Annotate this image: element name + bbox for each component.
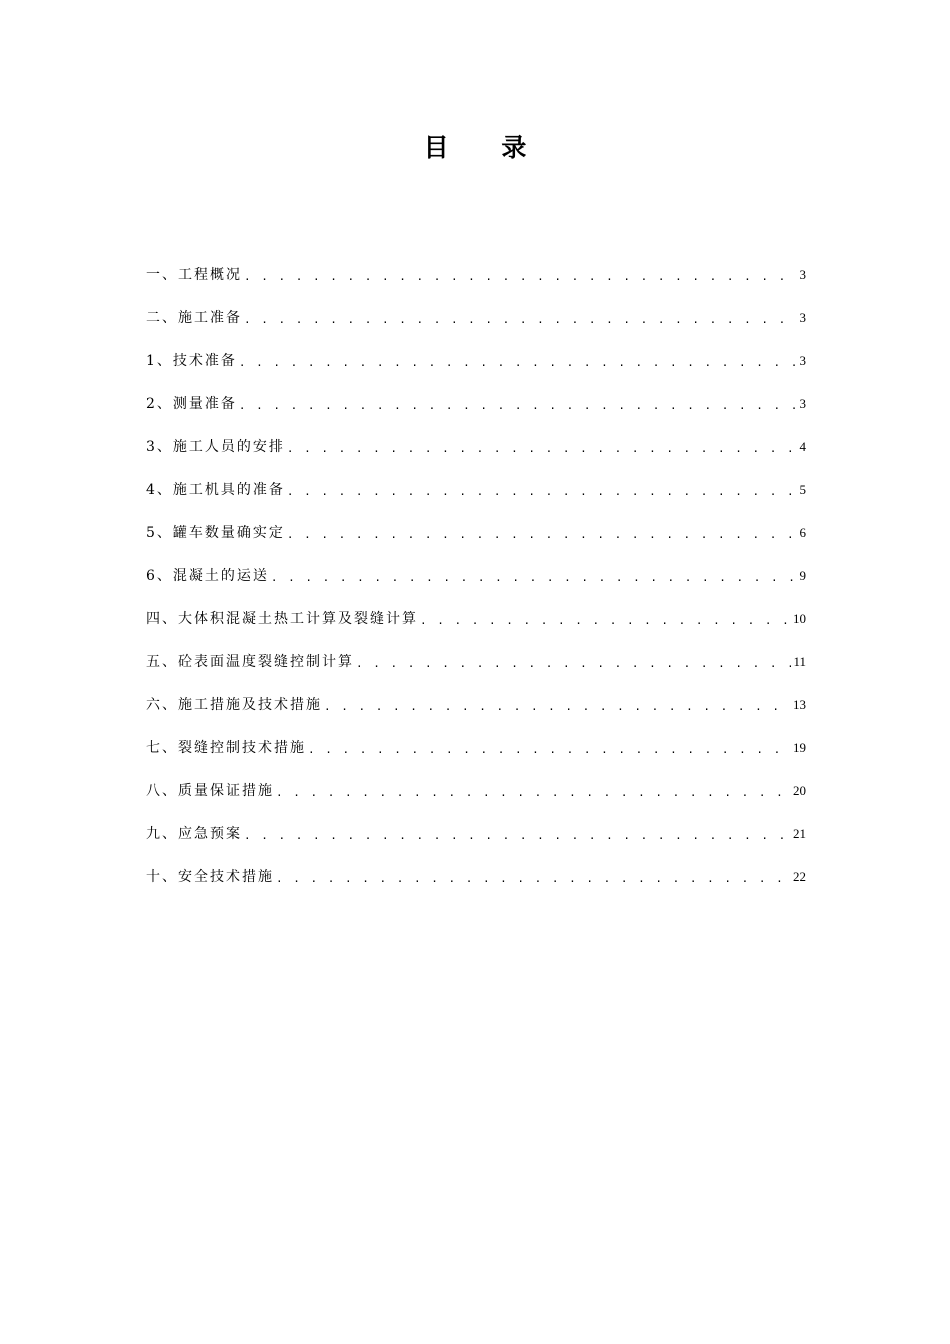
toc-page-number: 21 xyxy=(793,826,806,841)
toc-entry-label: 八、质量保证措施 xyxy=(146,783,274,799)
toc-dot-leader xyxy=(239,352,798,374)
toc-page-number: 11 xyxy=(793,654,806,669)
toc-dot-leader xyxy=(420,610,791,632)
toc-page-number: 3 xyxy=(799,310,806,325)
toc-entry[interactable] xyxy=(146,632,806,675)
toc-entry-label: 七、裂缝控制技术措施 xyxy=(146,740,306,756)
toc-dot-leader xyxy=(244,825,791,847)
toc-entry-label: 2、测量准备 xyxy=(146,396,237,412)
toc-page-number: 9 xyxy=(799,568,806,583)
page-title: 目 录 xyxy=(423,133,549,162)
toc-entry-label: 5、罐车数量确实定 xyxy=(146,525,285,541)
toc-entry[interactable] xyxy=(146,761,806,804)
toc-entry[interactable] xyxy=(146,374,806,417)
toc-entry[interactable] xyxy=(146,718,806,761)
toc-page-number: 5 xyxy=(799,482,806,497)
toc-dot-leader xyxy=(287,438,798,460)
toc-entry[interactable] xyxy=(146,331,806,374)
toc-entry-label: 六、施工措施及技术措施 xyxy=(146,697,322,713)
toc-entry-label: 3、施工人员的安排 xyxy=(146,439,285,455)
toc-dot-leader xyxy=(244,266,798,288)
toc-entry-label: 6、混凝土的运送 xyxy=(146,568,269,584)
toc-entry-label: 一、工程概况 xyxy=(146,267,242,283)
toc-page-number: 3 xyxy=(799,353,806,368)
toc-page-number: 10 xyxy=(793,611,806,626)
toc-page-number: 6 xyxy=(799,525,806,540)
toc-entry[interactable] xyxy=(146,503,806,546)
toc-page-number: 22 xyxy=(793,869,806,884)
toc-entry[interactable] xyxy=(146,417,806,460)
toc-entry-label: 四、大体积混凝土热工计算及裂缝计算 xyxy=(146,611,418,627)
toc-dot-leader xyxy=(308,739,791,761)
toc-entry[interactable] xyxy=(146,804,806,847)
toc-entry[interactable] xyxy=(146,847,806,890)
toc-entry[interactable] xyxy=(146,288,806,331)
toc-dot-leader xyxy=(276,782,791,804)
toc-entry-label: 1、技术准备 xyxy=(146,353,237,369)
toc-page-number: 19 xyxy=(793,740,806,755)
toc-dot-leader xyxy=(356,653,791,675)
toc-dot-leader xyxy=(324,696,791,718)
toc-page-number: 20 xyxy=(793,783,806,798)
toc-dot-leader xyxy=(287,481,798,503)
toc-page-number: 4 xyxy=(799,439,806,454)
toc-page-number: 13 xyxy=(793,697,806,712)
toc-entry[interactable] xyxy=(146,546,806,589)
table-of-contents xyxy=(146,245,806,890)
toc-dot-leader xyxy=(276,868,791,890)
toc-entry-label: 十、安全技术措施 xyxy=(146,869,274,885)
toc-entry-label: 二、施工准备 xyxy=(146,310,242,326)
toc-dot-leader xyxy=(239,395,798,417)
toc-dot-leader xyxy=(271,567,798,589)
toc-dot-leader xyxy=(244,309,798,331)
toc-dot-leader xyxy=(287,524,798,546)
toc-page-number: 3 xyxy=(799,396,806,411)
toc-entry[interactable] xyxy=(146,245,806,288)
toc-entry-label: 九、应急预案 xyxy=(146,826,242,842)
toc-entry[interactable] xyxy=(146,675,806,718)
toc-page-number: 3 xyxy=(799,267,806,282)
toc-entry[interactable] xyxy=(146,589,806,632)
toc-entry[interactable] xyxy=(146,460,806,503)
toc-entry-label: 五、砼表面温度裂缝控制计算 xyxy=(146,654,354,670)
toc-entry-label: 4、施工机具的准备 xyxy=(146,482,285,498)
